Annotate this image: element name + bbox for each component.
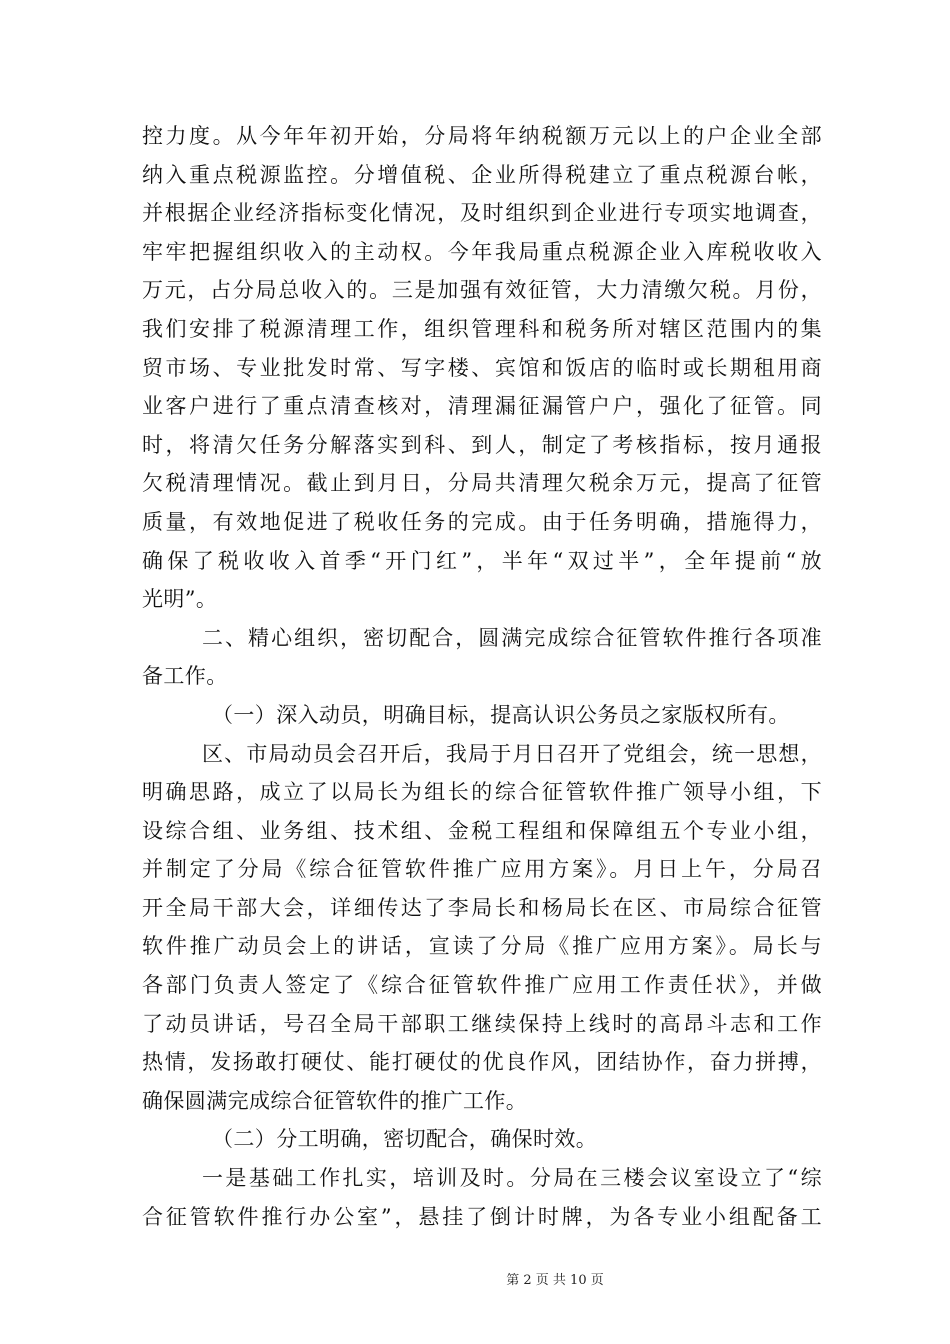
section-heading: 二、精心组织，密切配合，圆满完成综合征管软件推行各项准 xyxy=(202,625,822,650)
text-line: 并制定了分局《综合征管软件推广应用方案》。月日上午，分局召 xyxy=(142,857,822,882)
text-line: 业客户进行了重点清查核对，清理漏征漏管户户，强化了征管。同 xyxy=(142,394,822,419)
text-line: 万元，占分局总收入的。三是加强有效征管，大力清缴欠税。月份， xyxy=(142,278,822,303)
text-line: 一是基础工作扎实，培训及时。分局在三楼会议室设立了“综 xyxy=(202,1166,822,1191)
text-line: 光明”。 xyxy=(142,587,218,612)
subsection-heading: （二）分工明确，密切配合，确保时效。 xyxy=(212,1127,598,1152)
text-line: 开全局干部大会，详细传达了李局长和杨局长在区、市局综合征管 xyxy=(142,895,822,920)
text-line: 确保了税收收入首季“开门红”，半年“双过半”，全年提前“放 xyxy=(142,548,822,573)
text-line: 质量，有效地促进了税收任务的完成。由于任务明确，措施得力， xyxy=(142,509,822,534)
page-number: 第 2 页 共 10 页 xyxy=(506,1273,604,1288)
text-line: 我们安排了税源清理工作，组织管理科和税务所对辖区范围内的集 xyxy=(142,316,822,341)
text-line: 牢牢把握组织收入的主动权。今年我局重点税源企业入库税收收入 xyxy=(142,239,822,264)
text-line: 纳入重点税源监控。分增值税、企业所得税建立了重点税源台帐， xyxy=(142,162,822,187)
text-line: 软件推广动员会上的讲话，宣读了分局《推广应用方案》。局长与 xyxy=(142,934,822,959)
text-line: 贸市场、专业批发时常、写字楼、宾馆和饭店的临时或长期租用商 xyxy=(142,355,822,380)
text-line: 各部门负责人签定了《综合征管软件推广应用工作责任状》，并做 xyxy=(142,973,822,998)
section-heading-cont: 备工作。 xyxy=(142,664,228,689)
text-line: 合征管软件推行办公室”，悬挂了倒计时牌，为各专业小组配备工 xyxy=(142,1204,822,1229)
text-line: 并根据企业经济指标变化情况，及时组织到企业进行专项实地调查， xyxy=(142,201,822,226)
text-line: 明确思路，成立了以局长为组长的综合征管软件推广领导小组，下 xyxy=(142,780,822,805)
text-line: 热情，发扬敢打硬仗、能打硬仗的优良作风，团结协作，奋力拼搏， xyxy=(142,1050,822,1075)
text-line: 设综合组、业务组、技术组、金税工程组和保障组五个专业小组， xyxy=(142,818,822,843)
text-line: 时，将清欠任务分解落实到科、到人，制定了考核指标，按月通报 xyxy=(142,432,822,457)
text-line: 了动员讲话，号召全局干部职工继续保持上线时的高昂斗志和工作 xyxy=(142,1011,822,1036)
subsection-heading: （一）深入动员，明确目标，提高认识公务员之家版权所有。 xyxy=(212,702,790,727)
text-line: 控力度。从今年年初开始，分局将年纳税额万元以上的户企业全部 xyxy=(142,124,822,148)
text-line: 确保圆满完成综合征管软件的推广工作。 xyxy=(142,1088,528,1113)
text-line: 区、市局动员会召开后，我局于月日召开了党组会，统一思想， xyxy=(202,741,822,766)
document-body xyxy=(142,117,822,1236)
text-line: 欠税清理情况。截止到月日，分局共清理欠税余万元，提高了征管 xyxy=(142,471,822,496)
